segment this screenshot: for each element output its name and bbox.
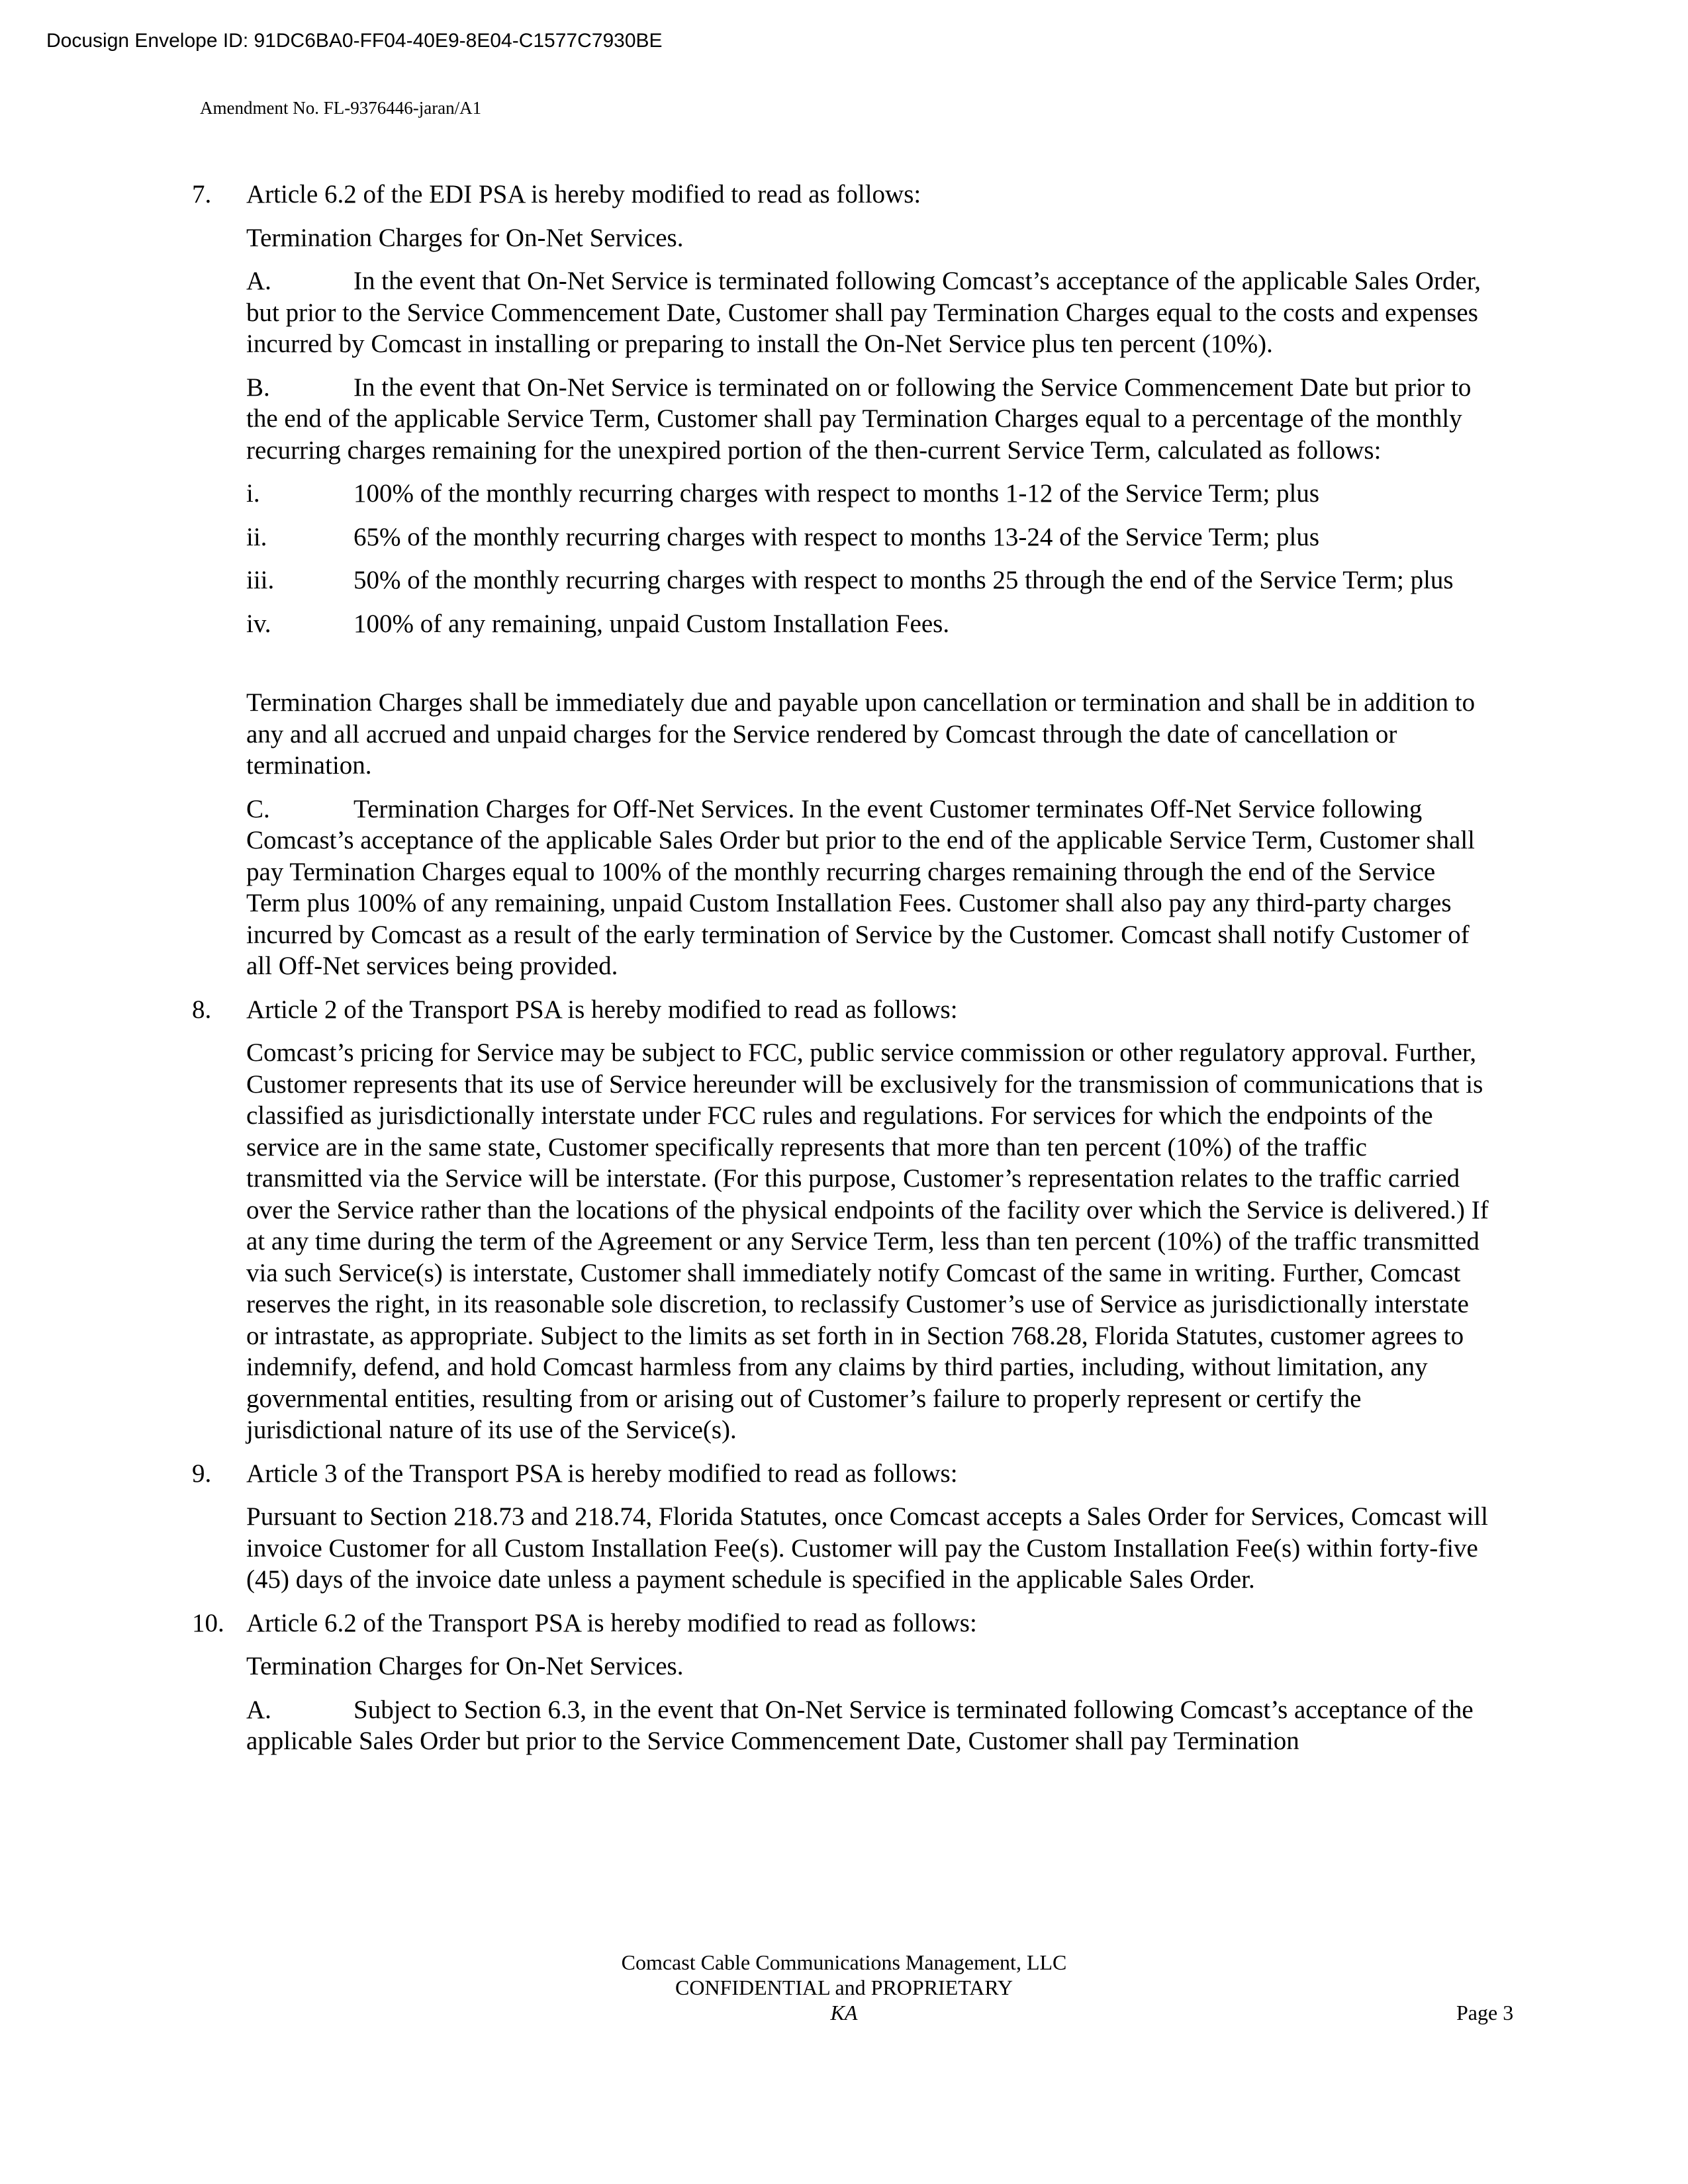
section-body: Pursuant to Section 218.73 and 218.74, Florida Statutes, once Comcast accepts a Sales Order for Services, Comcast will invoice Customer for all Custom Installation Fee(s). Customer will pay the Custom Installation Fee(s) within forty-five (45) days of the invoice date unless a payment schedule is specified in the applicable Sales Order. — [246, 1502, 1488, 1594]
section-10 — [192, 1608, 1489, 1757]
clause-label: C. — [246, 794, 270, 823]
section-8 — [192, 994, 1489, 1446]
section-number: 10. — [192, 1608, 224, 1637]
section-heading: Article 6.2 of the Transport PSA is hereby modified to read as follows: — [246, 1608, 977, 1637]
termination-paragraph: Termination Charges shall be immediately due and payable upon cancellation or termination and shall be in addition to any and all accrued and unpaid charges for the Service rendered by Comcast through the date of cancellation or termination. — [246, 688, 1476, 780]
clause-b — [246, 372, 1489, 467]
list-item — [246, 522, 1489, 553]
section-7 — [192, 179, 1489, 982]
page-number: Page 3 — [1456, 2001, 1514, 2025]
footer-company: Comcast Cable Communications Management, LLC — [621, 1950, 1067, 1974]
clause-label: B. — [246, 373, 270, 402]
clause-text: In the event that On-Net Service is terminated following Comcast’s acceptance of the applicable Sales Order, but prior to the Service Commencement Date, Customer shall pay Termination Charges equal to the costs and expenses incurred by Comcast in installing or preparing to install the On-Net Service plus ten percent (10%). — [246, 267, 1481, 358]
list-item — [246, 565, 1489, 596]
clause-text: Subject to Section 6.3, in the event that On-Net Service is terminated following Comcast’s acceptance of the applicable Sales Order but prior to the Service Commencement Date, Customer shall pay Termination — [246, 1695, 1474, 1755]
clause-label: A. — [246, 1695, 271, 1724]
clause-c — [246, 794, 1489, 982]
list-item — [246, 478, 1489, 510]
clause-label: A. — [246, 267, 271, 295]
clause-a — [246, 265, 1489, 360]
amendment-number: Amendment No. FL-9376446-jaran/A1 — [200, 98, 482, 118]
list-item — [246, 608, 1489, 640]
footer-confidential: CONFIDENTIAL and PROPRIETARY — [675, 1976, 1013, 1999]
section-body: Comcast’s pricing for Service may be subject to FCC, public service commission or other regulatory approval. Further, Customer represents that its use of Service hereunder will be exclusively for the transmission of communications that is classified as jurisdictionally interstate under FCC rules and regulations. For services for which the endpoints of the service are in the same state, Customer specifically represents that more than ten percent (10%) of the traffic transmitted via the Service will be interstate. (For this purpose, Customer’s representation relates to the traffic carried over the Service rather than the locations of the physical endpoints of the facility over which the Service is delivered.) If at any time during the term of the Agreement or any Service Term, less than ten percent (10%) of the traffic transmitted via such Service(s) is interstate, Customer shall immediately notify Comcast of the same in writing. Further, Comcast reserves the right, in its reasonable sole discretion, to reclassify Customer’s use of Service as jurisdictionally interstate or intrastate, as appropriate. Subject to the limits as set forth in in Section 768.28, Florida Statutes, customer agrees to indemnify, defend, and hold Comcast harmless from any claims by third parties, including, without limitation, any governmental entities, resulting from or arising out of Customer’s failure to properly represent or certify the jurisdictional nature of its use of the Service(s). — [246, 1038, 1489, 1444]
list-text: 100% of the monthly recurring charges with respect to months 1-12 of the Service Term; plus — [353, 479, 1320, 508]
section-9 — [192, 1458, 1489, 1596]
clause-text: In the event that On-Net Service is terminated on or following the Service Commencement Date but prior to the end of the applicable Service Term, Customer shall pay Termination Charges equal to a percentage of the monthly recurring charges remaining for the unexpired portion of the then-current Service Term, calculated as follows: — [246, 373, 1472, 465]
list-marker: iv. — [246, 609, 271, 638]
document-body — [192, 179, 1489, 1757]
section-subtitle: Termination Charges for On-Net Services. — [246, 223, 684, 252]
list-marker: i. — [246, 479, 260, 508]
list-text: 50% of the monthly recurring charges with respect to months 25 through the end of the Service Term; plus — [353, 566, 1454, 594]
list-text: 65% of the monthly recurring charges with respect to months 13-24 of the Service Term; plus — [353, 522, 1320, 551]
section-number: 7. — [192, 180, 212, 208]
clause-a — [246, 1694, 1489, 1757]
section-heading: Article 2 of the Transport PSA is hereby modified to read as follows: — [246, 995, 958, 1024]
section-heading: Article 6.2 of the EDI PSA is hereby modified to read as follows: — [246, 180, 921, 208]
list-text: 100% of any remaining, unpaid Custom Installation Fees. — [353, 609, 950, 638]
list-marker: ii. — [246, 522, 267, 551]
section-number: 9. — [192, 1459, 212, 1488]
footer-initials: KA — [830, 2001, 858, 2025]
section-heading: Article 3 of the Transport PSA is hereby modified to read as follows: — [246, 1459, 958, 1488]
list-marker: iii. — [246, 566, 275, 594]
section-number: 8. — [192, 995, 212, 1024]
section-subtitle: Termination Charges for On-Net Services. — [246, 1652, 684, 1680]
envelope-id: Docusign Envelope ID: 91DC6BA0-FF04-40E9-8E04-C1577C7930BE — [46, 30, 663, 52]
clause-text: Termination Charges for Off-Net Services. In the event Customer terminates Off-Net Service following Comcast’s acceptance of the applicable Sales Order but prior to the end of the applicable Service Term, Customer shall pay Termination Charges equal to 100% of the monthly recurring charges remaining through the end of the Service Term plus 100% of any remaining, unpaid Custom Installation Fees. Customer shall also pay any third-party charges incurred by Comcast as a result of the early termination of Service by the Customer. Comcast shall notify Customer of all Off-Net services being provided. — [246, 794, 1476, 980]
